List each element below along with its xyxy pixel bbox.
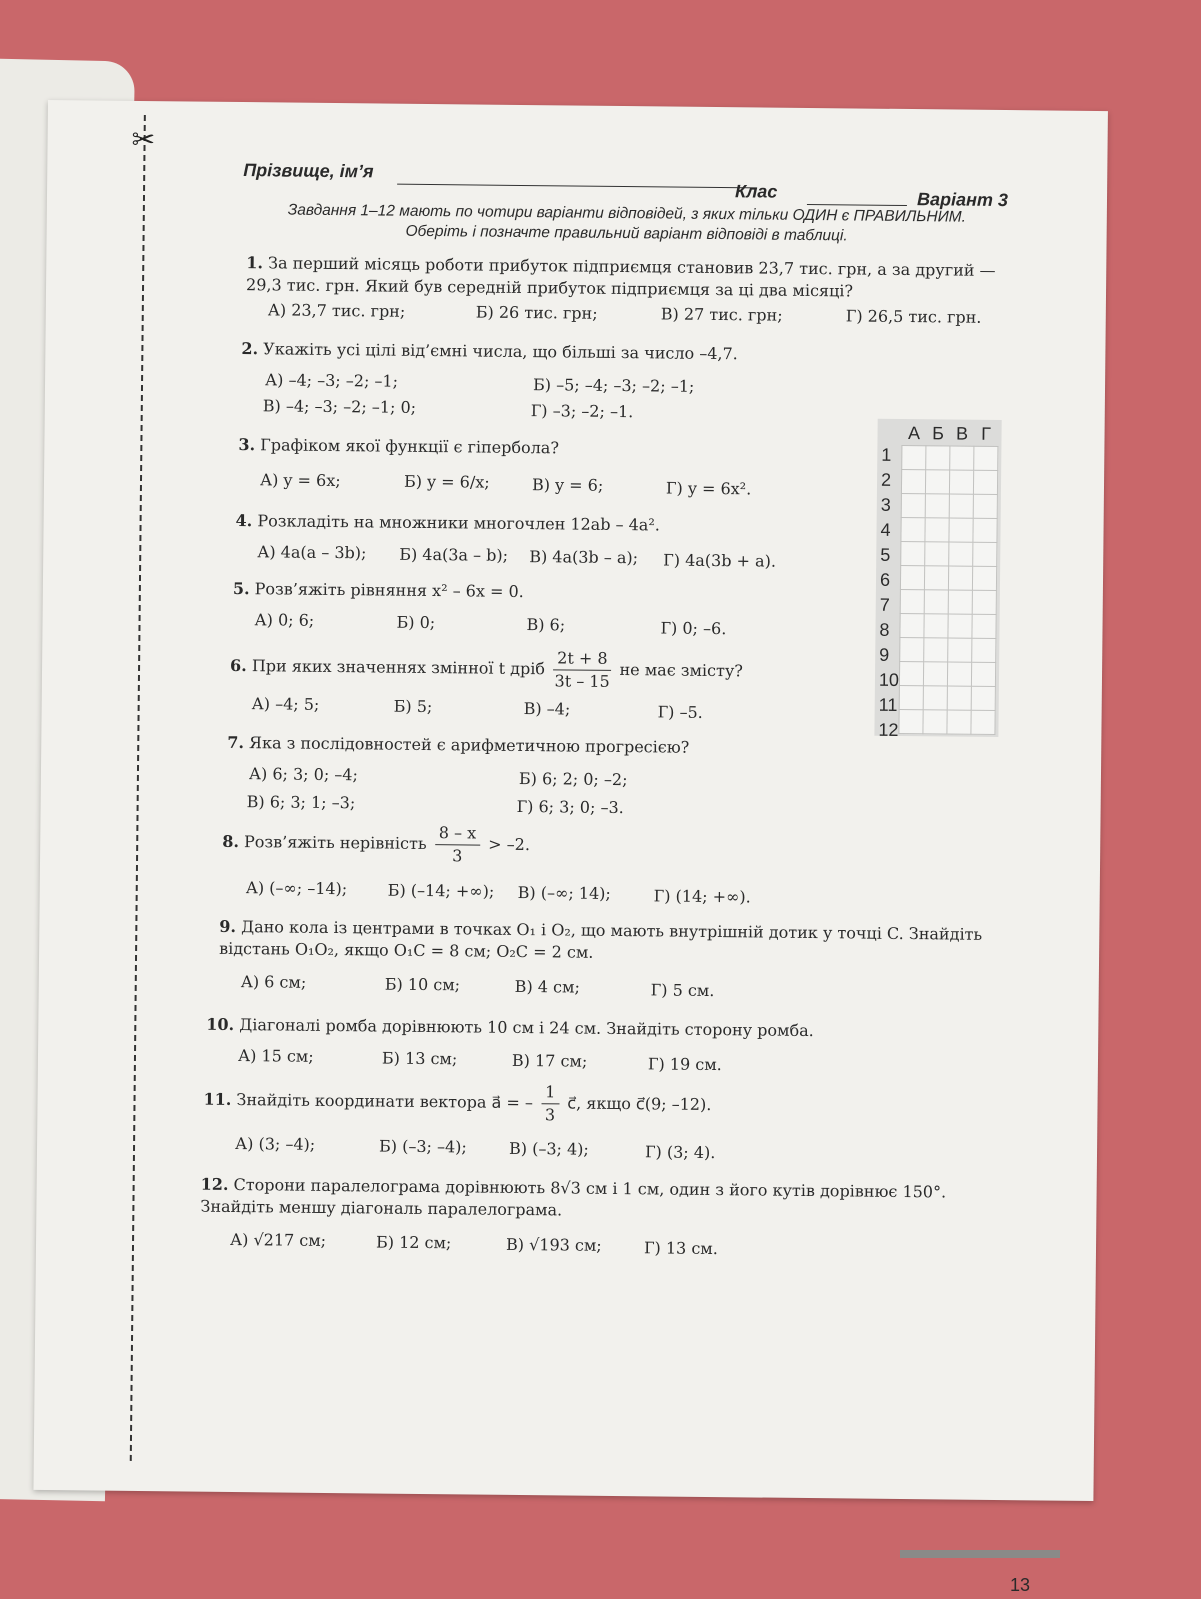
grid-cell[interactable]	[925, 542, 949, 566]
grid-cell[interactable]	[949, 494, 973, 518]
grid-cell[interactable]	[950, 446, 974, 470]
question-3: 3. Графіком якої функції є гіпербола?	[238, 435, 560, 458]
grid-row-label: 9	[879, 644, 890, 665]
grid-row-label: 7	[879, 594, 890, 615]
grid-cell[interactable]	[971, 662, 995, 686]
fraction-8: $\frac{8 - x}{3}$	[434, 822, 480, 867]
answer-5c: В) 6;	[526, 615, 566, 635]
answer-6a: А) –4; 5;	[251, 694, 320, 714]
answer-3b: Б) y = 6/x;	[403, 471, 490, 492]
grid-cell[interactable]	[948, 566, 972, 590]
answer-grid	[874, 419, 1001, 740]
answer-5a: А) 0; 6;	[254, 610, 315, 630]
grid-cell[interactable]	[902, 445, 926, 469]
grid-cell[interactable]	[923, 710, 947, 734]
answer-7a: А) 6; 3; 0; –4;	[248, 764, 359, 785]
grid-cell[interactable]	[924, 638, 948, 662]
answer-7c: В) 6; 3; 1; –3;	[246, 792, 356, 813]
grid-cell[interactable]	[900, 589, 924, 613]
answer-9c: В) 4 см;	[514, 976, 580, 997]
answer-2a: А) –4; –3; –2; –1;	[264, 370, 399, 391]
name-label: Прізвище, ім’я	[243, 160, 374, 182]
answer-11c: В) (–3; 4);	[508, 1138, 589, 1159]
grid-cell[interactable]	[926, 446, 950, 470]
grid-row-label: 1	[881, 444, 892, 465]
grid-row-label: 12	[878, 719, 899, 740]
grid-cell[interactable]	[923, 686, 947, 710]
cut-line	[130, 115, 146, 1461]
grid-cell[interactable]	[947, 686, 971, 710]
grid-cell[interactable]	[924, 566, 948, 590]
answer-6b: Б) 5;	[393, 696, 433, 717]
footer-bar	[900, 1550, 1060, 1558]
question-9: 9. Дано кола із центрами в точках O₁ і O₂, що мають внутрішній дотик у точці C. Знайдіть відстань O₁O₂, якщо O₁C = 8 см; O₂C = 2 см.	[219, 916, 983, 962]
grid-row-label: 6	[879, 569, 891, 590]
question-11: 11. Знайдіть координати вектора a⃗ = – $\frac{1}{3}$ c⃗, якщо c⃗(9; –12).	[203, 1078, 711, 1128]
answer-6c: В) –4;	[523, 699, 571, 719]
grid-cell[interactable]	[948, 638, 972, 662]
answer-9b: Б) 10 см;	[384, 974, 461, 995]
answer-8c: В) (–∞; 14);	[517, 882, 611, 903]
grid-cell[interactable]	[924, 614, 948, 638]
answer-8b: Б) (–14; +∞);	[387, 880, 495, 901]
grid-cell[interactable]	[923, 662, 947, 686]
answer-11a: А) (3; –4);	[234, 1134, 316, 1154]
answer-7d: Г) 6; 3; 0; –3.	[516, 796, 624, 818]
answer-4c: В) 4a(3b – a);	[529, 547, 639, 568]
answer-12a: А) √217 см;	[229, 1229, 327, 1250]
answer-10a: А) 15 см;	[237, 1046, 314, 1066]
grid-cell[interactable]	[925, 494, 949, 518]
name-field-line[interactable]	[397, 184, 757, 189]
question-1: 1. За перший місяць роботи прибуток підприємця становив 23,7 тис. грн, а за другий — 29,3 тис. грн. Який був середній прибуток підприємця за ці два місяці?	[245, 253, 996, 301]
grid-cell[interactable]	[973, 494, 997, 518]
grid-cell[interactable]	[949, 518, 973, 542]
answer-11d: Г) (3; 4).	[644, 1142, 716, 1163]
grid-row-label: 11	[878, 694, 898, 715]
answer-1a: А) 23,7 тис. грн;	[267, 300, 406, 321]
grid-cell[interactable]	[948, 614, 972, 638]
grid-row-label: 10	[878, 669, 900, 690]
answer-9a: А) 6 см;	[240, 972, 307, 992]
answer-9d: Г) 5 см.	[650, 980, 715, 1001]
grid-cell[interactable]	[949, 542, 973, 566]
grid-cell[interactable]	[925, 470, 949, 494]
answer-12d: Г) 13 см.	[643, 1238, 718, 1259]
grid-cell[interactable]	[972, 614, 996, 638]
fraction-6: $\frac{2t + 8}{3t - 15}$	[554, 648, 610, 691]
page-number: 13	[1010, 1575, 1031, 1595]
answer-12c: В) √193 см;	[505, 1234, 602, 1255]
question-6: 6. При яких значеннях змінної t дріб $\frac{2t + 8}{3t - 15}$ не має змісту?	[230, 644, 743, 694]
grid-cell[interactable]	[971, 686, 995, 710]
grid-col-d: Г	[981, 423, 992, 444]
grid-cell[interactable]	[949, 470, 973, 494]
grid-row-label: 5	[880, 544, 891, 565]
grid-cell[interactable]	[899, 685, 923, 709]
grid-cell[interactable]	[899, 661, 923, 685]
answer-4a: А) 4a(a – 3b);	[257, 542, 367, 563]
grid-cell[interactable]	[901, 469, 925, 493]
grid-cell[interactable]	[900, 565, 924, 589]
answer-3c: В) y = 6;	[531, 475, 604, 495]
grid-cell[interactable]	[972, 566, 996, 590]
answer-11b: Б) (–3; –4);	[378, 1136, 467, 1157]
answer-5d: Г) 0; –6.	[660, 618, 727, 639]
grid-cell[interactable]	[900, 637, 924, 661]
grid-cell[interactable]	[900, 613, 924, 637]
answer-10b: Б) 13 см;	[381, 1048, 458, 1069]
answer-2d: Г) –3; –2; –1.	[530, 401, 634, 422]
grid-col-b: Б	[932, 422, 945, 443]
grid-cell[interactable]	[973, 518, 997, 542]
answer-10d: Г) 19 см.	[647, 1054, 722, 1075]
answer-4d: Г) 4a(3b + a).	[663, 550, 777, 571]
answer-3a: А) y = 6x;	[259, 470, 341, 491]
grid-cell[interactable]	[971, 710, 995, 734]
answer-5b: Б) 0;	[396, 612, 436, 633]
grid-cell[interactable]	[947, 662, 971, 686]
grid-cell[interactable]	[973, 470, 997, 494]
grid-cell[interactable]	[901, 493, 925, 517]
answer-1d: Г) 26,5 тис. грн.	[845, 306, 982, 327]
fraction-11: $\frac{1}{3}$	[541, 1081, 560, 1126]
grid-row-label: 3	[880, 494, 891, 515]
grid-cell[interactable]	[972, 638, 996, 662]
class-label: Клас	[734, 181, 778, 202]
question-4: 4. Розкладіть на множники многочлен 12ab – 4a².	[235, 510, 661, 535]
grid-cell[interactable]	[901, 541, 925, 565]
answer-2c: В) –4; –3; –2; –1; 0;	[262, 396, 417, 417]
grid-row-label: 8	[879, 619, 890, 640]
scissors-icon: ✂	[131, 122, 156, 157]
question-8: 8. Розв’яжіть нерівність $\frac{8 - x}{3}$ > –2.	[222, 820, 530, 868]
question-10: 10. Діагоналі ромба дорівнюють 10 см і 24 см. Знайдіть сторону ромба.	[206, 1014, 814, 1041]
grid-cell[interactable]	[972, 590, 996, 614]
grid-cell[interactable]	[973, 542, 997, 566]
grid-cell[interactable]	[974, 446, 998, 470]
variant-label: Варіант 3	[916, 189, 1009, 211]
instructions: Завдання 1–12 мають по чотири варіанти відповідей, з яких тільки ОДИН є ПРАВИЛЬНИМ. Оберіть і позначте правильний варіант відповіді в таблиці.	[287, 201, 967, 245]
grid-row-label: 4	[880, 519, 891, 540]
grid-cell[interactable]	[948, 590, 972, 614]
answer-7b: Б) 6; 2; 0; –2;	[518, 768, 628, 790]
grid-col-a: А	[907, 422, 921, 443]
grid-cell[interactable]	[924, 590, 948, 614]
grid-col-c: В	[955, 423, 969, 444]
question-7: 7. Яка з послідовностей є арифметичною прогресією?	[227, 732, 690, 757]
answer-8a: А) (–∞; –14);	[245, 878, 348, 899]
answer-1b: Б) 26 тис. грн;	[475, 302, 598, 323]
answer-3d: Г) y = 6x².	[665, 478, 752, 499]
grid-cell[interactable]	[899, 709, 923, 733]
answer-1c: В) 27 тис. грн;	[660, 304, 783, 325]
grid-cell[interactable]	[947, 710, 971, 734]
question-2: 2. Укажіть усі цілі від’ємні числа, що більші за число –4,7.	[241, 339, 738, 364]
answer-6d: Г) –5.	[657, 702, 703, 722]
answer-10c: В) 17 см;	[511, 1050, 588, 1071]
answer-12b: Б) 12 см;	[375, 1232, 452, 1253]
grid-cell[interactable]	[901, 517, 925, 541]
answer-8d: Г) (14; +∞).	[653, 886, 751, 907]
answer-4b: Б) 4a(3a – b);	[399, 544, 509, 565]
grid-row-label: 2	[880, 469, 892, 490]
answer-2b: Б) –5; –4; –3; –2; –1;	[532, 375, 695, 396]
worksheet-page	[33, 100, 1107, 1501]
question-5: 5. Розв’яжіть рівняння x² – 6x = 0.	[232, 578, 524, 602]
question-12: 12. Сторони паралелограма дорівнюють 8√3 см і 1 см, один з його кутів дорівнює 150°. Знайдіть меншу діагональ паралелограма.	[200, 1174, 947, 1220]
grid-cell[interactable]	[925, 518, 949, 542]
